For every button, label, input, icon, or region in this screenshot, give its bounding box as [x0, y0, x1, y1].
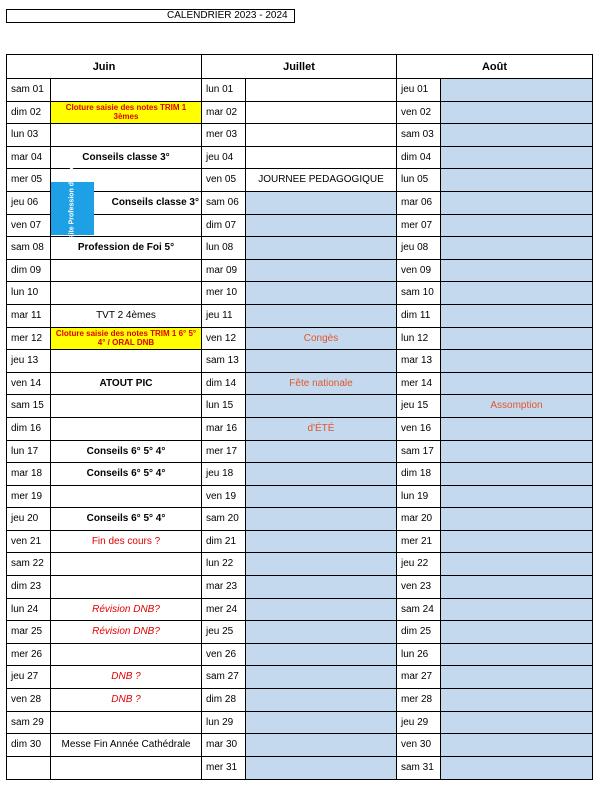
day-label: ven 12	[202, 328, 246, 350]
event-cell	[246, 508, 396, 530]
event-cell	[441, 215, 592, 237]
day-label: dim 23	[7, 576, 51, 598]
day-label: jeu 08	[397, 237, 441, 259]
day-label: lun 08	[202, 237, 246, 259]
event-cell: Conseils classe 3°	[111, 196, 199, 208]
day-row	[397, 215, 592, 238]
day-row	[397, 305, 592, 328]
day-row	[397, 418, 592, 441]
day-row	[7, 531, 201, 554]
day-row	[7, 689, 201, 712]
day-row	[202, 712, 396, 735]
day-label: mer 07	[397, 215, 441, 237]
day-label: sam 31	[397, 757, 441, 780]
day-row	[7, 486, 201, 509]
event-cell: Conseils 6° 5° 4°	[86, 445, 166, 457]
day-label: ven 30	[397, 734, 441, 756]
event-cell	[246, 124, 396, 146]
event-cell	[441, 124, 592, 146]
day-label: lun 01	[202, 79, 246, 101]
day-row	[7, 282, 201, 305]
event-cell: Fête nationale	[246, 373, 396, 395]
event-cell: Messe Fin Année Cathédrale	[61, 739, 191, 751]
day-label: sam 20	[202, 508, 246, 530]
day-label: dim 25	[397, 621, 441, 643]
day-label	[7, 757, 51, 780]
event-cell: Conseils 6° 5° 4°	[86, 468, 166, 480]
day-row	[202, 621, 396, 644]
day-row	[7, 79, 201, 102]
day-row	[397, 192, 592, 215]
day-row	[202, 350, 396, 373]
event-cell	[441, 260, 592, 282]
day-label: jeu 13	[7, 350, 51, 372]
day-label: sam 24	[397, 599, 441, 621]
day-row	[202, 734, 396, 757]
day-label: mar 18	[7, 463, 51, 485]
day-row	[7, 644, 201, 667]
day-row	[202, 418, 396, 441]
day-label: mer 17	[202, 441, 246, 463]
event-cell	[441, 418, 592, 440]
month-header: Juillet	[202, 55, 396, 79]
event-cell	[246, 757, 396, 780]
event-cell	[441, 282, 592, 304]
event-cell: DNB ?	[111, 671, 141, 683]
day-label: dim 09	[7, 260, 51, 282]
day-row	[202, 260, 396, 283]
event-cell	[441, 576, 592, 598]
event-cell: Révision DNB?	[92, 603, 160, 615]
day-row	[7, 576, 201, 599]
day-row	[7, 757, 201, 780]
day-label: lun 19	[397, 486, 441, 508]
event-cell	[51, 395, 201, 417]
event-cell	[51, 712, 201, 734]
day-label: lun 03	[7, 124, 51, 146]
day-row	[397, 621, 592, 644]
day-label: mer 05	[7, 169, 51, 191]
event-cell	[441, 599, 592, 621]
day-row	[7, 102, 201, 125]
day-row	[397, 666, 592, 689]
day-label: mar 16	[202, 418, 246, 440]
event-cell	[441, 169, 592, 191]
day-label: mer 24	[202, 599, 246, 621]
day-label: mar 09	[202, 260, 246, 282]
event-cell	[441, 192, 592, 214]
day-label: dim 21	[202, 531, 246, 553]
day-row	[202, 147, 396, 170]
event-cell: Fin des cours ?	[91, 535, 161, 547]
event-cell	[441, 237, 592, 259]
day-label: mer 28	[397, 689, 441, 711]
event-cell	[441, 102, 592, 124]
event-cell	[246, 215, 396, 237]
day-row	[397, 734, 592, 757]
event-cell	[246, 486, 396, 508]
day-label: ven 16	[397, 418, 441, 440]
day-row	[202, 553, 396, 576]
day-row	[397, 531, 592, 554]
day-label: ven 14	[7, 373, 51, 395]
day-row	[397, 395, 592, 418]
event-cell	[51, 644, 201, 666]
day-label: sam 06	[202, 192, 246, 214]
event-cell	[441, 328, 592, 350]
day-row	[202, 373, 396, 396]
day-row	[202, 395, 396, 418]
day-label: mar 11	[7, 305, 51, 327]
day-row	[7, 621, 201, 644]
day-row	[397, 102, 592, 125]
day-row	[397, 553, 592, 576]
event-cell	[441, 350, 592, 372]
event-cell: ATOUT PIC	[99, 377, 153, 389]
event-cell	[246, 621, 396, 643]
day-label: mer 10	[202, 282, 246, 304]
day-label: jeu 15	[397, 395, 441, 417]
day-label: sam 13	[202, 350, 246, 372]
day-row	[397, 282, 592, 305]
event-cell	[246, 102, 396, 124]
event-cell	[246, 237, 396, 259]
day-label: lun 29	[202, 712, 246, 734]
day-label: ven 26	[202, 644, 246, 666]
day-row	[397, 712, 592, 735]
day-row	[202, 689, 396, 712]
day-row	[7, 734, 201, 757]
month-column-aout	[396, 54, 593, 780]
event-cell	[246, 395, 396, 417]
event-cell	[246, 689, 396, 711]
event-cell	[246, 553, 396, 575]
day-label: jeu 27	[7, 666, 51, 688]
day-label: dim 14	[202, 373, 246, 395]
month-header: Juin	[7, 55, 201, 79]
day-row	[397, 328, 592, 351]
day-label: ven 21	[7, 531, 51, 553]
day-label: mer 19	[7, 486, 51, 508]
event-cell	[246, 666, 396, 688]
day-label: dim 16	[7, 418, 51, 440]
day-label: jeu 22	[397, 553, 441, 575]
event-cell	[51, 576, 201, 598]
day-row	[7, 395, 201, 418]
day-row	[202, 486, 396, 509]
day-row	[202, 531, 396, 554]
day-row	[202, 79, 396, 102]
day-row	[7, 237, 201, 260]
day-row	[397, 463, 592, 486]
day-label: mar 13	[397, 350, 441, 372]
event-cell	[246, 712, 396, 734]
day-label: lun 12	[397, 328, 441, 350]
day-label: ven 09	[397, 260, 441, 282]
event-cell	[441, 757, 592, 780]
event-cell	[441, 441, 592, 463]
day-row	[7, 599, 201, 622]
day-label: lun 24	[7, 599, 51, 621]
event-cell	[51, 757, 201, 780]
day-label: jeu 25	[202, 621, 246, 643]
event-cell	[51, 553, 201, 575]
day-label: sam 27	[202, 666, 246, 688]
day-row	[202, 169, 396, 192]
day-label: sam 17	[397, 441, 441, 463]
day-row	[397, 689, 592, 712]
day-row	[202, 192, 396, 215]
day-label: mar 20	[397, 508, 441, 530]
event-cell: Assomption	[441, 395, 592, 417]
day-row	[397, 350, 592, 373]
event-cell: Congès	[246, 328, 396, 350]
day-label: sam 10	[397, 282, 441, 304]
event-cell	[51, 350, 201, 372]
day-row	[7, 508, 201, 531]
day-row	[202, 215, 396, 238]
day-row	[202, 757, 396, 780]
event-cell: Conseils 6° 5° 4°	[86, 513, 166, 525]
day-label: dim 02	[7, 102, 51, 124]
day-row	[202, 666, 396, 689]
day-row	[397, 576, 592, 599]
day-label: jeu 11	[202, 305, 246, 327]
month-column-juillet	[201, 54, 397, 780]
day-label: dim 30	[7, 734, 51, 756]
day-label: jeu 18	[202, 463, 246, 485]
day-row	[202, 576, 396, 599]
day-row	[202, 463, 396, 486]
day-row	[397, 373, 592, 396]
day-row	[397, 79, 592, 102]
event-cell	[441, 147, 592, 169]
day-row	[7, 418, 201, 441]
day-label: mer 31	[202, 757, 246, 780]
day-label: ven 23	[397, 576, 441, 598]
event-cell: Cloture saisie des notes TRIM 1 6° 5° 4° / ORAL DNB	[51, 328, 201, 350]
day-row	[202, 305, 396, 328]
day-row	[397, 757, 592, 780]
day-row	[202, 328, 396, 351]
event-cell	[51, 486, 201, 508]
event-cell	[441, 621, 592, 643]
day-label: mar 23	[202, 576, 246, 598]
event-cell	[441, 305, 592, 327]
day-label: ven 02	[397, 102, 441, 124]
day-row	[7, 305, 201, 328]
event-cell: JOURNEE PEDAGOGIQUE	[258, 174, 384, 186]
event-cell: DNB ?	[111, 694, 141, 706]
retraite-label: Retraite Profession de Foi	[68, 165, 76, 252]
day-row	[7, 260, 201, 283]
event-cell: Conseils classe 3°	[82, 151, 170, 163]
day-label: mer 14	[397, 373, 441, 395]
event-cell	[441, 79, 592, 101]
day-row	[7, 463, 201, 486]
day-label: ven 07	[7, 215, 51, 237]
day-label: dim 04	[397, 147, 441, 169]
day-label: mar 25	[7, 621, 51, 643]
event-cell	[246, 441, 396, 463]
day-label: mar 06	[397, 192, 441, 214]
day-label: dim 18	[397, 463, 441, 485]
retraite-badge	[51, 165, 94, 252]
day-label: lun 15	[202, 395, 246, 417]
day-label: mer 21	[397, 531, 441, 553]
day-row	[202, 102, 396, 125]
day-label: jeu 04	[202, 147, 246, 169]
event-cell	[246, 260, 396, 282]
day-label: sam 15	[7, 395, 51, 417]
event-cell: Révision DNB?	[92, 626, 160, 638]
day-row	[397, 169, 592, 192]
event-cell	[441, 486, 592, 508]
day-label: lun 22	[202, 553, 246, 575]
event-cell	[441, 712, 592, 734]
day-label: mer 12	[7, 328, 51, 350]
day-row	[7, 192, 201, 215]
day-label: mar 27	[397, 666, 441, 688]
event-cell	[441, 553, 592, 575]
day-row	[7, 441, 201, 464]
event-cell: Cloture saisie des notes TRIM 1 3èmes	[51, 102, 201, 124]
day-row	[7, 350, 201, 373]
event-cell	[441, 531, 592, 553]
day-label: jeu 29	[397, 712, 441, 734]
event-cell	[441, 508, 592, 530]
day-row	[202, 508, 396, 531]
day-row	[397, 508, 592, 531]
day-label: mar 30	[202, 734, 246, 756]
event-cell	[246, 463, 396, 485]
day-row	[7, 553, 201, 576]
day-row	[7, 169, 201, 192]
day-label: dim 28	[202, 689, 246, 711]
event-cell	[246, 79, 396, 101]
day-row	[202, 282, 396, 305]
day-row	[7, 712, 201, 735]
day-label: lun 10	[7, 282, 51, 304]
day-label: dim 11	[397, 305, 441, 327]
day-row	[7, 328, 201, 351]
day-row	[7, 666, 201, 689]
day-row	[397, 486, 592, 509]
event-cell	[246, 147, 396, 169]
day-row	[397, 147, 592, 170]
event-cell	[246, 350, 396, 372]
event-cell	[441, 666, 592, 688]
event-cell	[246, 282, 396, 304]
event-cell	[246, 576, 396, 598]
day-row	[202, 441, 396, 464]
event-cell	[246, 192, 396, 214]
month-header: Août	[397, 55, 592, 79]
event-cell	[246, 531, 396, 553]
event-cell	[246, 599, 396, 621]
day-row	[202, 599, 396, 622]
calendar-title: CALENDRIER 2023 - 2024	[6, 9, 295, 23]
event-cell	[441, 373, 592, 395]
day-label: mar 04	[7, 147, 51, 169]
day-row	[7, 373, 201, 396]
day-label: ven 28	[7, 689, 51, 711]
event-cell	[246, 734, 396, 756]
day-label: sam 22	[7, 553, 51, 575]
day-label: jeu 06	[7, 192, 51, 214]
event-cell	[246, 644, 396, 666]
day-label: jeu 01	[397, 79, 441, 101]
event-cell	[246, 305, 396, 327]
day-row	[7, 215, 201, 238]
day-row	[397, 644, 592, 667]
day-label: mer 03	[202, 124, 246, 146]
day-label: lun 17	[7, 441, 51, 463]
day-row	[397, 124, 592, 147]
day-row	[202, 644, 396, 667]
day-label: mar 02	[202, 102, 246, 124]
day-row	[397, 599, 592, 622]
day-label: dim 07	[202, 215, 246, 237]
day-label: sam 03	[397, 124, 441, 146]
day-row	[202, 237, 396, 260]
day-row	[202, 124, 396, 147]
event-cell: TVT 2 4èmes	[96, 309, 156, 321]
day-label: sam 01	[7, 79, 51, 101]
event-cell	[441, 644, 592, 666]
event-cell: Profession de Foi 5°	[77, 242, 175, 254]
day-label: sam 08	[7, 237, 51, 259]
event-cell	[441, 463, 592, 485]
day-label: sam 29	[7, 712, 51, 734]
event-cell: d'ÉTÉ	[246, 418, 396, 440]
day-label: lun 26	[397, 644, 441, 666]
day-label: lun 05	[397, 169, 441, 191]
event-cell	[51, 418, 201, 440]
event-cell	[51, 124, 201, 146]
event-cell	[51, 260, 201, 282]
day-row	[7, 124, 201, 147]
event-cell	[51, 79, 201, 101]
day-label: mer 26	[7, 644, 51, 666]
day-row	[7, 147, 201, 170]
day-label: jeu 20	[7, 508, 51, 530]
month-column-juin	[6, 54, 202, 780]
day-label: ven 05	[202, 169, 246, 191]
day-row	[397, 237, 592, 260]
event-cell	[441, 689, 592, 711]
day-label: ven 19	[202, 486, 246, 508]
event-cell	[441, 734, 592, 756]
day-row	[397, 441, 592, 464]
day-row	[397, 260, 592, 283]
event-cell	[51, 282, 201, 304]
